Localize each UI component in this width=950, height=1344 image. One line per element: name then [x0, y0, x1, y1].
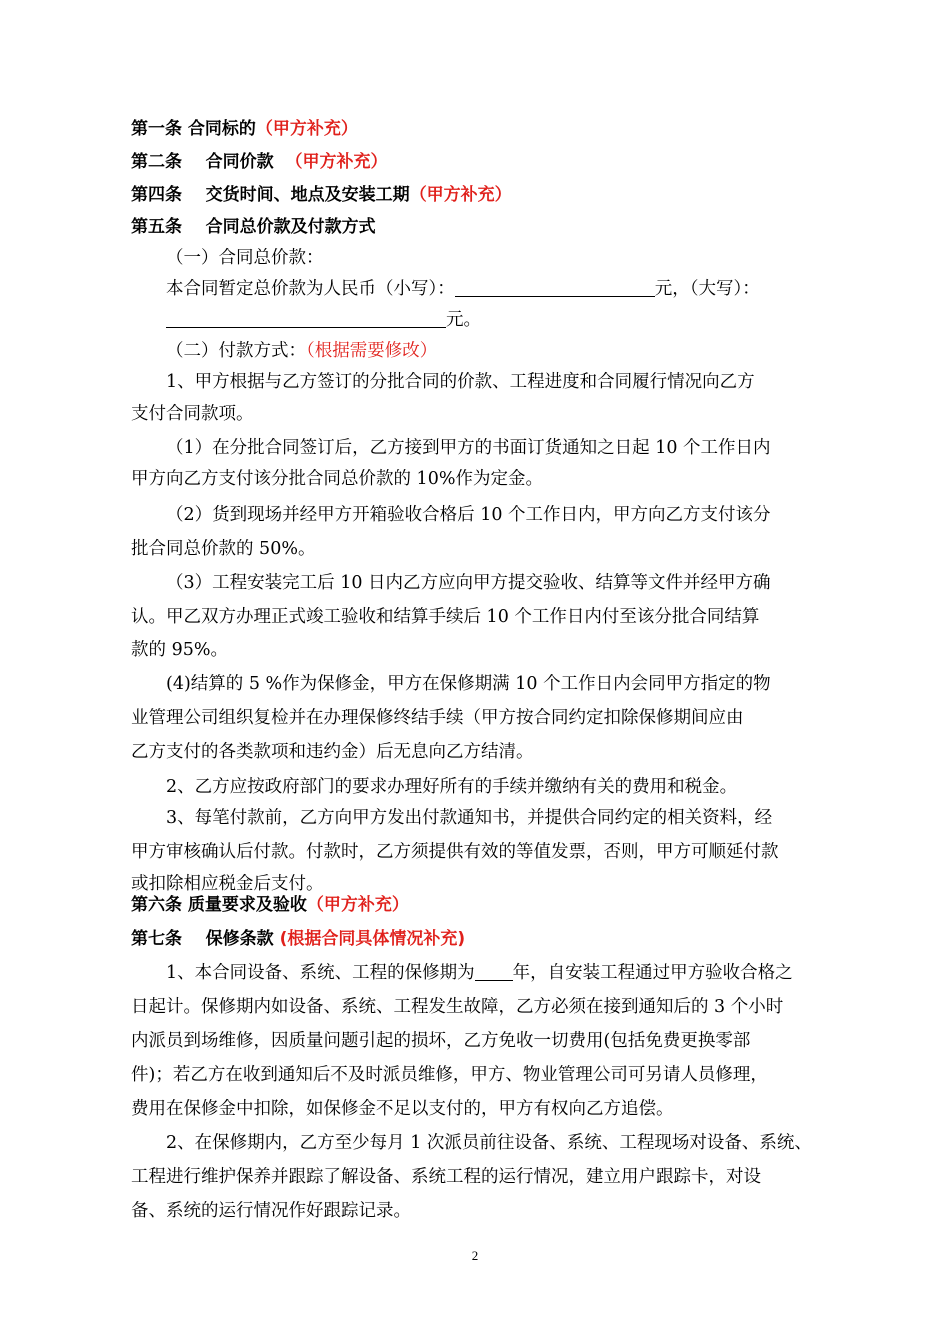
warranty-line: 备、系统的运行情况作好跟踪记录。 — [131, 1201, 411, 1221]
payment-line: 款的 95%。 — [131, 640, 228, 660]
payment-line: 或扣除相应税金后支付。 — [131, 874, 324, 894]
warranty-line: 费用在保修金中扣除，如保修金不足以支付的，甲方有权向乙方追偿。 — [131, 1099, 674, 1119]
warranty-line: 日起计。保修期内如设备、系统、工程发生故障，乙方必须在接到通知后的 3 个小时 — [131, 997, 784, 1017]
payment-line: 支付合同款项。 — [131, 404, 254, 424]
payment-line: 2、乙方应按政府部门的要求办理好所有的手续并缴纳有关的费用和税金。 — [166, 777, 738, 797]
article-6-note: （甲方补充） — [306, 895, 409, 915]
article-5-heading: 第五条 合同总价款及付款方式 — [131, 217, 376, 237]
payment-line: 甲方审核确认后付款。付款时，乙方须提供有效的等值发票，否则，甲方可顺延付款 — [131, 842, 779, 862]
total-price-line: 本合同暂定总价款为人民币（小写）： 元，（大写）： — [166, 279, 760, 299]
article-4-note: （甲方补充） — [409, 185, 512, 205]
amount-upper-blank — [166, 309, 446, 328]
warranty-line: 件)；若乙方在收到通知后不及时派员维修，甲方、物业管理公司可另请人员修理， — [131, 1065, 768, 1085]
article-7-note: (根据合同具体情况补充) — [279, 929, 466, 949]
payment-line: 1、甲方根据与乙方签订的分批合同的价款、工程进度和合同履行情况向乙方 — [166, 372, 755, 392]
payment-line: 业管理公司组织复检并在办理保修终结手续（甲方按合同约定扣除保修期间应由 — [131, 708, 744, 728]
warranty-line: 2、在保修期内，乙方至少每月 1 次派员前往设备、系统、工程现场对设备、系统、 — [166, 1133, 812, 1153]
page-number: 2 — [471, 1248, 479, 1263]
payment-line: （3）工程安装完工后 10 日内乙方应向甲方提交验收、结算等文件并经甲方确 — [166, 573, 771, 593]
warranty-line: 工程进行维护保养并跟踪了解设备、系统工程的运行情况，建立用户跟踪卡，对设 — [131, 1167, 761, 1187]
total-price-line-2: 元。 — [166, 308, 856, 332]
article-1-heading: 第一条 合同标的（甲方补充） — [131, 119, 358, 139]
warranty-line: 1、本合同设备、系统、工程的保修期为 年，自安装工程通过甲方验收合格之 — [166, 963, 793, 983]
payment-line: 批合同总价款的 50%。 — [131, 539, 316, 559]
payment-line: 乙方支付的各类款项和违约金）后无息向乙方结清。 — [131, 742, 534, 762]
article-1-note: （甲方补充） — [255, 119, 358, 139]
payment-line: 3、每笔付款前，乙方向甲方发出付款通知书，并提供合同约定的相关资料，经 — [166, 808, 773, 828]
total-price-subheading: （一）合同总价款： — [166, 248, 324, 268]
payment-subheading: （二）付款方式：（根据需要修改） — [166, 341, 438, 361]
article-4-heading: 第四条 交货时间、地点及安装工期（甲方补充） — [131, 185, 512, 205]
warranty-line: 内派员到场维修，因质量问题引起的损坏，乙方免收一切费用(包括免费更换零部 — [131, 1031, 751, 1051]
amount-lower-blank — [455, 278, 655, 297]
payment-line: 甲方向乙方支付该分批合同总价款的 10%作为定金。 — [131, 469, 543, 489]
payment-line: 认。甲乙双方办理正式竣工验收和结算手续后 10 个工作日内付至该分批合同结算 — [131, 607, 760, 627]
article-2-heading: 第二条 合同价款 （甲方补充） — [131, 152, 388, 172]
payment-line: (4)结算的 5 %作为保修金，甲方在保修期满 10 个工作日内会同甲方指定的物 — [166, 674, 771, 694]
article-2-note: （甲方补充） — [285, 152, 388, 172]
payment-line: （1）在分批合同签订后，乙方接到甲方的书面订货通知之日起 10 个工作日内 — [166, 438, 771, 458]
payment-line: （2）货到现场并经甲方开箱验收合格后 10 个工作日内，甲方向乙方支付该分 — [166, 505, 771, 525]
warranty-years-blank — [475, 962, 513, 981]
article-6-heading: 第六条 质量要求及验收（甲方补充） — [131, 895, 409, 915]
article-7-heading: 第七条 保修条款 (根据合同具体情况补充) — [131, 929, 466, 949]
payment-note: （根据需要修改） — [306, 341, 438, 361]
